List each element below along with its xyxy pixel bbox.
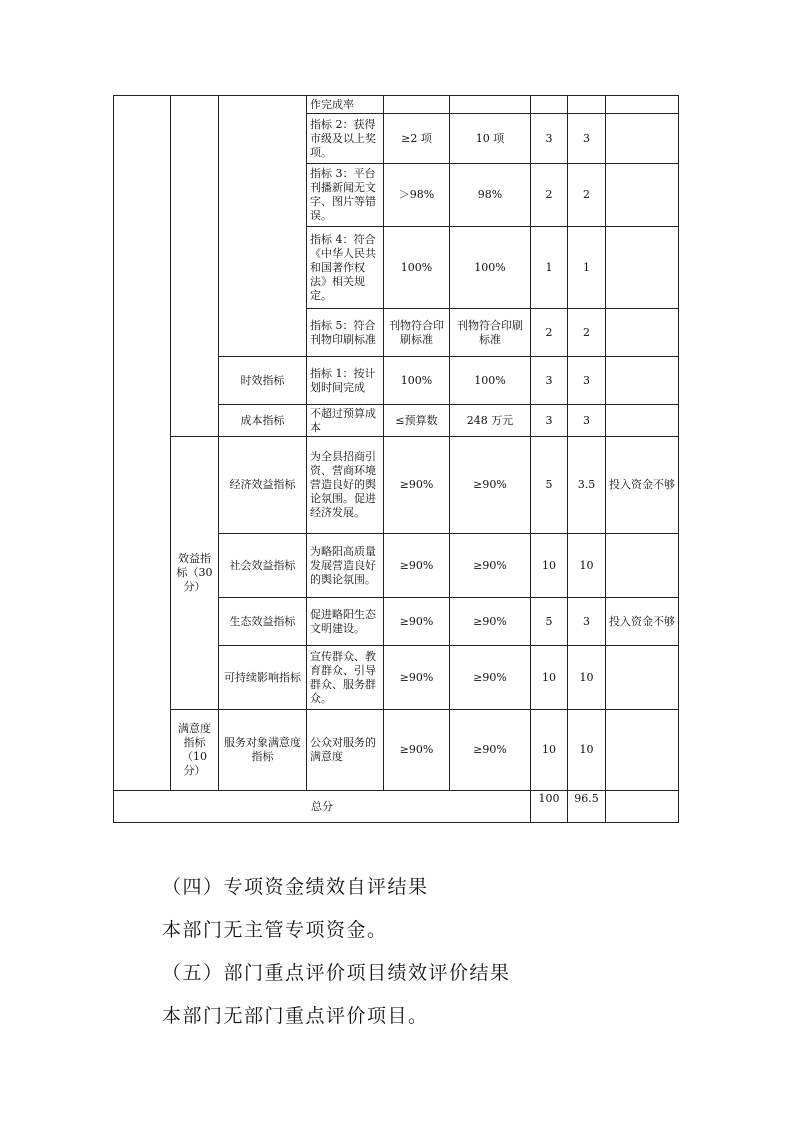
- actual-cell: ≥90%: [450, 598, 531, 646]
- remark-cell: [606, 710, 679, 791]
- score-cell: 10: [568, 710, 606, 791]
- section5-heading: （五）部门重点评价项目绩效评价结果: [162, 962, 511, 984]
- actual-cell: 248 万元: [450, 405, 531, 437]
- total-label-cell: 总分: [114, 791, 531, 823]
- sub-indicator-cell: 可持续影响指标: [219, 646, 307, 710]
- score-cell: 10: [568, 534, 606, 598]
- indicator-cell: 公众对服务的满意度: [307, 710, 384, 791]
- weight-cell: 10: [531, 710, 568, 791]
- weight-cell: [531, 96, 568, 114]
- actual-cell: ≥90%: [450, 437, 531, 534]
- indicator-cell: 为略阳高质量发展营造良好的舆论氛围。: [307, 534, 384, 598]
- remark-cell: [606, 164, 679, 227]
- score-cell: 3: [568, 114, 606, 164]
- actual-cell: ≥90%: [450, 710, 531, 791]
- sub-indicator-cell: 生态效益指标: [219, 598, 307, 646]
- performance-table: [113, 95, 679, 823]
- indicator-cell: 促进略阳生态文明建设。: [307, 598, 384, 646]
- indicator-cell: 宣传群众、教育群众、引导群众、服务群众。: [307, 646, 384, 710]
- actual-cell: ≥90%: [450, 534, 531, 598]
- target-cell: ＞98%: [384, 164, 450, 227]
- score-cell: 2: [568, 164, 606, 227]
- indicator-cell: 指标 3：平台刊播新闻无文字、图片等错误。: [307, 164, 384, 227]
- indicator-cell: 指标 2：获得市级及以上奖项。: [307, 114, 384, 164]
- target-cell: 刊物符合印刷标准: [384, 309, 450, 357]
- score-cell: 2: [568, 309, 606, 357]
- score-cell: 10: [568, 646, 606, 710]
- weight-cell: 10: [531, 534, 568, 598]
- weight-cell: 3: [531, 357, 568, 405]
- sub-indicator-cell: 经济效益指标: [219, 437, 307, 534]
- remark-cell: [606, 534, 679, 598]
- remark-cell: [606, 646, 679, 710]
- weight-cell: 5: [531, 437, 568, 534]
- indicator-cell: 指标 1：按计划时间完成: [307, 357, 384, 405]
- actual-cell: ≥90%: [450, 646, 531, 710]
- benefit-group-cell: 效益指标（30分）: [171, 437, 219, 710]
- score-cell: [568, 96, 606, 114]
- actual-cell: 100%: [450, 227, 531, 309]
- target-cell: 100%: [384, 227, 450, 309]
- actual-cell: 100%: [450, 357, 531, 405]
- sub-indicator-cell: 服务对象满意度指标: [219, 710, 307, 791]
- target-cell: ≥90%: [384, 598, 450, 646]
- section5-body: 本部门无部门重点评价项目。: [162, 1005, 429, 1027]
- total-remark-cell: [606, 791, 679, 823]
- actual-cell: 10 项: [450, 114, 531, 164]
- weight-cell: 5: [531, 598, 568, 646]
- sub-indicator-cell: 时效指标: [219, 357, 307, 405]
- target-cell: ≥90%: [384, 646, 450, 710]
- remark-cell: [606, 96, 679, 114]
- satisfaction-group-cell: 满意度指标（10分）: [171, 710, 219, 791]
- total-weight-cell: 100: [531, 791, 568, 823]
- target-cell: ≤预算数: [384, 405, 450, 437]
- sub-indicator-cell: 社会效益指标: [219, 534, 307, 598]
- indicator-cell: 不超过预算成本: [307, 405, 384, 437]
- score-cell: 3: [568, 405, 606, 437]
- target-cell: ≥90%: [384, 534, 450, 598]
- indicator-cell: 指标 4：符合《中华人民共和国著作权法》相关规定。: [307, 227, 384, 309]
- target-cell: [384, 96, 450, 114]
- target-cell: ≥2 项: [384, 114, 450, 164]
- table-row: [114, 437, 679, 534]
- indicator-cell: 作完成率: [307, 96, 384, 114]
- indicator-cell: 指标 5：符合刊物印刷标准: [307, 309, 384, 357]
- target-cell: ≥90%: [384, 710, 450, 791]
- sub-indicator-cell: 成本指标: [219, 405, 307, 437]
- score-cell: 3: [568, 598, 606, 646]
- table-row: [114, 96, 679, 114]
- remark-cell: [606, 357, 679, 405]
- output-group-cell: [171, 96, 219, 437]
- actual-cell: 98%: [450, 164, 531, 227]
- weight-cell: 10: [531, 646, 568, 710]
- score-cell: 3: [568, 357, 606, 405]
- remark-cell: [606, 114, 679, 164]
- remark-cell: [606, 309, 679, 357]
- weight-cell: 2: [531, 164, 568, 227]
- weight-cell: 3: [531, 405, 568, 437]
- remark-cell: [606, 405, 679, 437]
- remark-cell: 投入资金不够: [606, 437, 679, 534]
- section4-body: 本部门无主管专项资金。: [162, 919, 388, 941]
- section4-heading: （四）专项资金绩效自评结果: [162, 876, 429, 898]
- quality-group-cell: [219, 96, 307, 357]
- total-score-cell: 96.5: [568, 791, 606, 823]
- remark-cell: [606, 227, 679, 309]
- score-cell: 3.5: [568, 437, 606, 534]
- weight-cell: 2: [531, 309, 568, 357]
- weight-cell: 3: [531, 114, 568, 164]
- actual-cell: 刊物符合印刷标准: [450, 309, 531, 357]
- remark-cell: 投入资金不够: [606, 598, 679, 646]
- indicator-cell: 为全县招商引资、营商环境营造良好的舆论氛围。促进经济发展。: [307, 437, 384, 534]
- score-cell: 1: [568, 227, 606, 309]
- actual-cell: [450, 96, 531, 114]
- first-level-cell: [114, 96, 171, 791]
- target-cell: 100%: [384, 357, 450, 405]
- table-row: [114, 710, 679, 791]
- total-row: [114, 791, 679, 823]
- weight-cell: 1: [531, 227, 568, 309]
- target-cell: ≥90%: [384, 437, 450, 534]
